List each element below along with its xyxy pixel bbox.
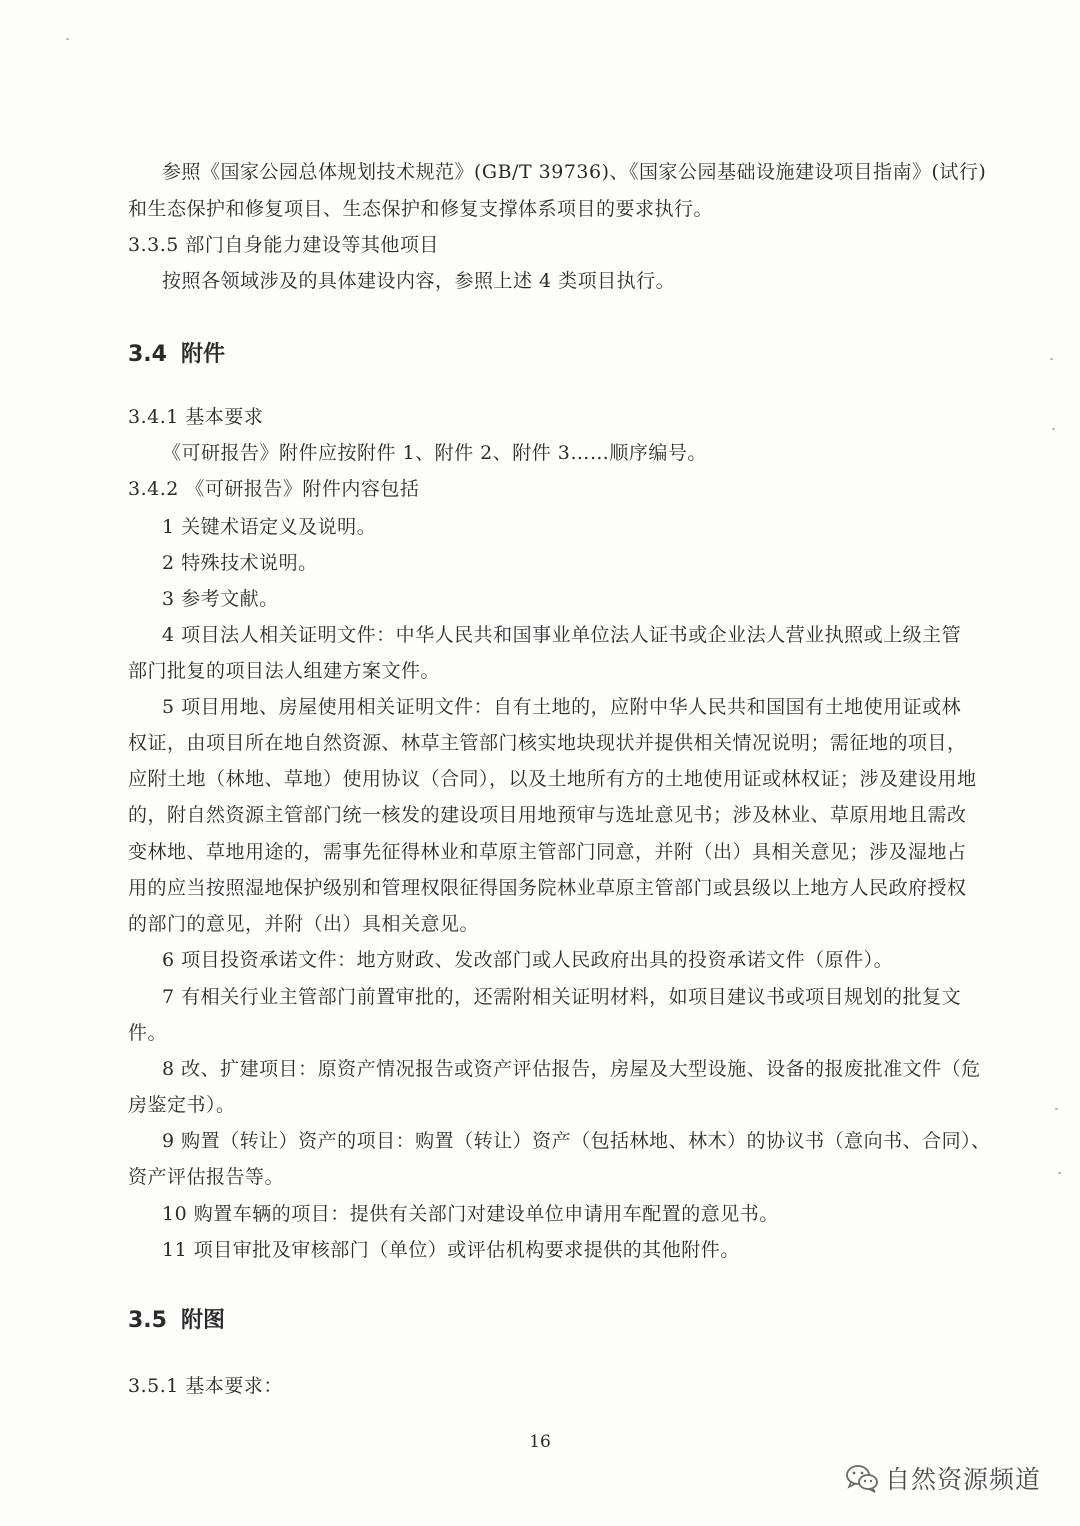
list-item-continuation: 的，附自然资源主管部门统一核发的建设项目用地预审与选址意见书；涉及林业、草原用地且需改	[128, 804, 967, 826]
list-item: 5 项目用地、房屋使用相关证明文件：自有土地的，应附中华人民共和国国有土地使用证或林	[162, 696, 962, 718]
scan-speck	[1050, 358, 1053, 360]
scan-speck	[1052, 428, 1055, 430]
scan-speck	[66, 38, 69, 40]
subsection-heading: 3.4.2 《可研报告》附件内容包括	[128, 478, 420, 500]
list-item-continuation: 部门批复的项目法人组建方案文件。	[128, 660, 441, 682]
list-item-continuation: 应附土地（林地、草地）使用协议（合同），以及土地所有方的土地使用证或林权证；涉及建设用地	[128, 768, 977, 790]
subsection-heading: 3.5.1 基本要求：	[128, 1375, 283, 1397]
section-number: 3.4	[128, 342, 167, 367]
list-item-continuation: 资产评估报告等。	[128, 1166, 285, 1188]
list-item: 4 项目法人相关证明文件：中华人民共和国事业单位法人证书或企业法人营业执照或上级主管	[162, 624, 962, 646]
watermark	[845, 1460, 1041, 1496]
list-item: 11 项目审批及审核部门（单位）或评估机构要求提供的其他附件。	[162, 1239, 740, 1261]
section-heading-3-5	[128, 1307, 225, 1335]
list-item: 10 购置车辆的项目：提供有关部门对建设单位申请用车配置的意见书。	[162, 1203, 779, 1225]
list-item: 2 特殊技术说明。	[162, 552, 318, 574]
list-item: 6 项目投资承诺文件：地方财政、发改部门或人民政府出具的投资承诺文件（原件）。	[162, 949, 894, 971]
list-item-continuation: 用的应当按照湿地保护级别和管理权限征得国务院林业草原主管部门或县级以上地方人民政府授权	[128, 877, 967, 899]
list-item: 9 购置（转让）资产的项目：购置（转让）资产（包括林地、林木）的协议书（意向书、合同）、	[162, 1130, 991, 1152]
list-item: 8 改、扩建项目：原资产情况报告或资产评估报告，房屋及大型设施、设备的报废批准文件（危	[162, 1058, 981, 1080]
watermark-text: 自然资源频道	[885, 1465, 1042, 1494]
section-title: 附件	[180, 342, 225, 367]
section-number: 3.5	[128, 1308, 167, 1333]
subsection-heading: 3.3.5 部门自身能力建设等其他项目	[128, 234, 439, 256]
list-item-continuation: 的部门的意见，并附（出）具相关意见。	[128, 913, 480, 935]
paragraph-line: 参照《国家公园总体规划技术规范》(GB/T 39736)、《国家公园基础设施建设项目指南》(试行)	[162, 161, 987, 183]
list-item: 7 有相关行业主管部门前置审批的，还需附相关证明材料，如项目建议书或项目规划的批复文	[162, 986, 962, 1008]
page-number: 16	[529, 1432, 551, 1452]
list-item-continuation: 权证，由项目所在地自然资源、林草主管部门核实地块现状并提供相关情况说明；需征地的项目，	[128, 732, 967, 754]
list-item-continuation: 件。	[128, 1022, 168, 1044]
list-item: 3 参考文献。	[162, 588, 279, 610]
list-item: 1 关键术语定义及说明。	[162, 516, 377, 538]
section-heading-3-4	[128, 341, 225, 369]
subsection-heading: 3.4.1 基本要求	[128, 406, 264, 428]
scan-speck	[1055, 1108, 1058, 1110]
list-item-continuation: 房鉴定书）。	[128, 1094, 236, 1116]
scan-speck	[1058, 1172, 1061, 1174]
list-item-continuation: 变林地、草地用途的，需事先征得林业和草原主管部门同意，并附（出）具相关意见；涉及湿地占	[128, 841, 967, 863]
paragraph-line: 《可研报告》附件应按附件 1、附件 2、附件 3……顺序编号。	[162, 442, 707, 464]
paragraph-line: 按照各领域涉及的具体建设内容，参照上述 4 类项目执行。	[162, 270, 676, 292]
section-title: 附图	[180, 1308, 225, 1333]
wechat-icon	[845, 1463, 879, 1493]
paragraph-line: 和生态保护和修复项目、生态保护和修复支撑体系项目的要求执行。	[128, 198, 714, 220]
